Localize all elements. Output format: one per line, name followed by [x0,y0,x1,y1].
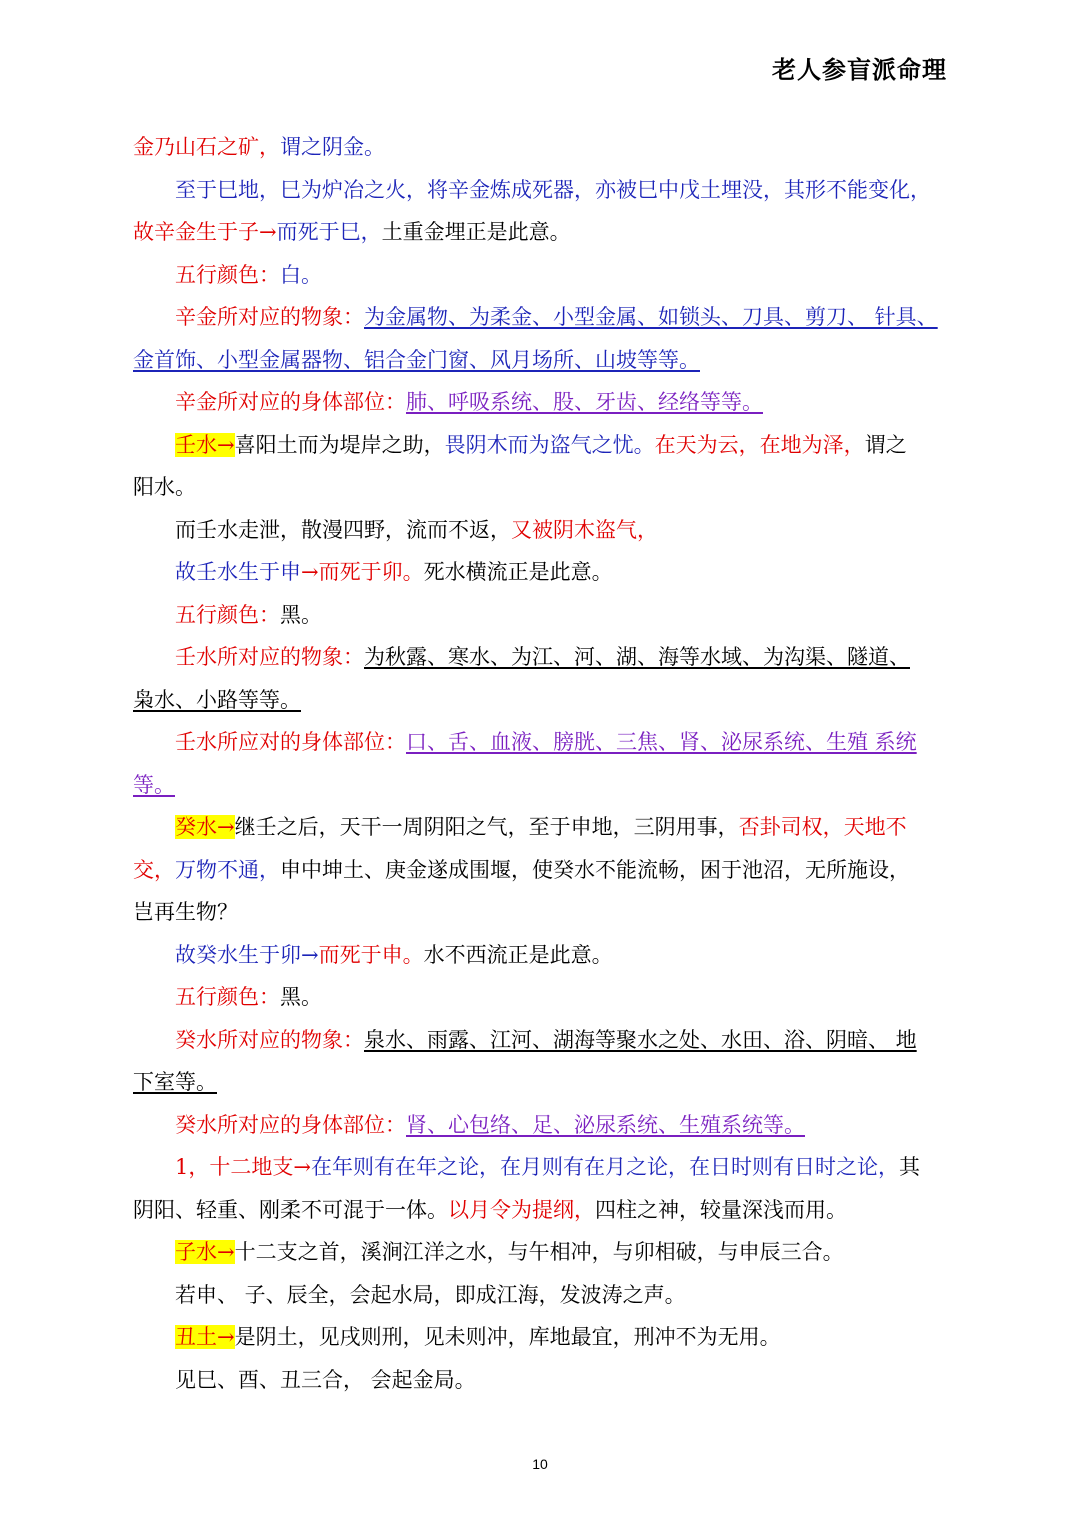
text-line [133,424,949,467]
text-line [133,1359,949,1402]
text-segment: 故壬水生于申 [175,560,301,584]
text-line [133,551,949,594]
text-segment: 壬水所对应的物象： [175,645,364,669]
text-segment: 等。 [133,772,175,797]
text-segment: 又被阴木盗气， [511,517,658,542]
text-segment: 水不西流正是此意。 [423,942,613,967]
text-segment: 故辛金生于子 [133,220,259,244]
text-segment: 壬水所应对的身体部位： [175,730,406,754]
text-segment: 五行颜色： [175,262,280,287]
text-segment: 谓之 [864,432,907,457]
page-number: 10 [532,1456,548,1472]
highlighted-term: 癸水 [175,815,217,839]
text-line [133,976,949,1019]
text-segment: 而死于申。 [318,942,424,967]
highlighted-term: → [217,1240,235,1264]
text-segment: 癸水所对应的身体部位： [175,1112,406,1137]
text-segment: → [259,220,277,244]
highlighted-term: 子水 [175,1240,217,1264]
text-line [133,636,949,679]
text-line [133,211,949,254]
text-segment: 十二支之首，溪涧江洋之水，与午相冲，与卯相破，与申辰三合。 [234,1240,844,1264]
text-segment: 五行颜色： [175,602,280,627]
text-segment: 肺、呼吸系统、股、牙齿、经络等等。 [406,390,763,414]
text-line [133,169,949,212]
text-segment: 四柱之神，较量深浅而用。 [595,1197,847,1222]
text-segment: 否卦司权，天地不 [738,815,907,839]
text-segment: 在年则有在年之论，在月则有在月之论，在日时则有日时之论， [310,1155,899,1179]
text-segment: 是阴土，见戌则刑，见未则冲，库地最宜，刑冲不为无用。 [234,1325,781,1349]
text-line [133,1061,949,1104]
text-line [133,1104,949,1147]
text-segment: 辛金所对应的物象： [175,305,364,329]
text-segment: 枭水、小路等等。 [133,687,301,712]
text-line [133,296,949,339]
text-segment: 金乃山石之矿， [133,135,280,159]
text-segment: 故癸水生于卯 [175,942,301,967]
text-segment: 而死于巳， [276,220,382,244]
text-segment: 申中坤土、庚金遂成围堰，使癸水不能流畅，困于池沼，无所施设， [280,857,910,882]
text-segment: 黑。 [280,985,322,1009]
text-segment: 为金属物、为柔金、小型金属、如锁头、刀具、剪刀、 针具、 [364,305,938,329]
text-segment: 至于巳地，巳为炉冶之火，将辛金炼成死器，亦被巳中戊土埋没，其形不能变化， [175,177,931,202]
text-segment: 而壬水走泄，散漫四野，流而不返， [175,517,511,542]
text-line [133,126,949,169]
text-segment: → [293,1155,311,1179]
text-line [133,339,949,382]
text-line [133,254,949,297]
highlighted-term: 壬水 [175,432,217,457]
text-segment: 谓之阴金。 [280,135,385,159]
text-line [133,1189,949,1232]
text-segment: 口、舌、血液、膀胱、三焦、肾、泌尿系统、生殖 系统 [406,730,917,754]
text-segment: 以月令为提纲， [448,1197,595,1222]
text-line [133,1019,949,1062]
text-segment: 土重金埋正是此意。 [381,220,571,244]
text-line [133,806,949,849]
text-line [133,934,949,977]
text-segment: 黑。 [280,602,322,627]
text-segment: → [301,560,319,584]
text-segment: 辛金所对应的身体部位： [175,390,406,414]
text-line [133,849,949,892]
highlighted-term: 丑土 [175,1325,217,1349]
text-segment: 1，十二地支 [175,1155,294,1179]
text-segment: 癸水所对应的物象： [175,1027,364,1052]
text-segment: 五行颜色： [175,985,280,1009]
document-body [133,126,949,1401]
text-segment: 肾、心包络、足、泌尿系统、生殖系统等。 [406,1112,805,1137]
text-segment: 下室等。 [133,1070,217,1094]
text-segment: 死水横流正是此意。 [423,560,613,584]
text-segment: 泉水、雨露、江河、湖海等聚水之处、水田、浴、阴暗、 地 [364,1027,917,1052]
text-line [133,1146,949,1189]
text-segment: 阴阳、轻重、刚柔不可混于一体。 [133,1197,448,1222]
text-line [133,466,949,509]
text-segment: 若申、 子、辰全，会起水局，即成江海，发波涛之声。 [175,1282,686,1307]
text-segment: 喜阳土而为堤岸之助， [234,432,445,457]
text-segment: 万物不通， [175,857,280,882]
text-segment: 畏阴木而为盗气之忧。 [444,432,655,457]
text-segment: 金首饰、小型金属器物、铝合金门窗、风月场所、山坡等等。 [133,347,700,372]
text-line [133,1316,949,1359]
text-line [133,764,949,807]
highlighted-term: → [217,1325,235,1349]
text-line [133,679,949,722]
text-line [133,509,949,552]
document-header-title: 老人参盲派命理 [772,55,947,84]
text-segment: 交， [133,857,175,882]
text-segment: 见巳、酉、丑三合， 会起金局。 [175,1367,476,1392]
text-segment: 而死于卯。 [318,560,424,584]
text-segment: 其 [898,1155,920,1179]
highlighted-term: → [217,432,235,457]
text-line [133,721,949,764]
text-line [133,1231,949,1274]
text-segment: 岂再生物？ [133,900,238,924]
text-segment: 阳水。 [133,475,196,499]
text-line [133,594,949,637]
text-line [133,381,949,424]
text-line [133,1274,949,1317]
text-line [133,891,949,934]
text-segment: 白。 [280,262,322,287]
text-segment: 继壬之后，天干一周阴阳之气，至于申地，三阴用事， [234,815,739,839]
highlighted-term: → [217,815,235,839]
text-segment: → [301,942,319,967]
text-segment: 为秋露、寒水、为江、河、湖、海等水域、为沟渠、隧道、 [364,645,910,669]
text-segment: 在天为云，在地为泽， [654,432,865,457]
